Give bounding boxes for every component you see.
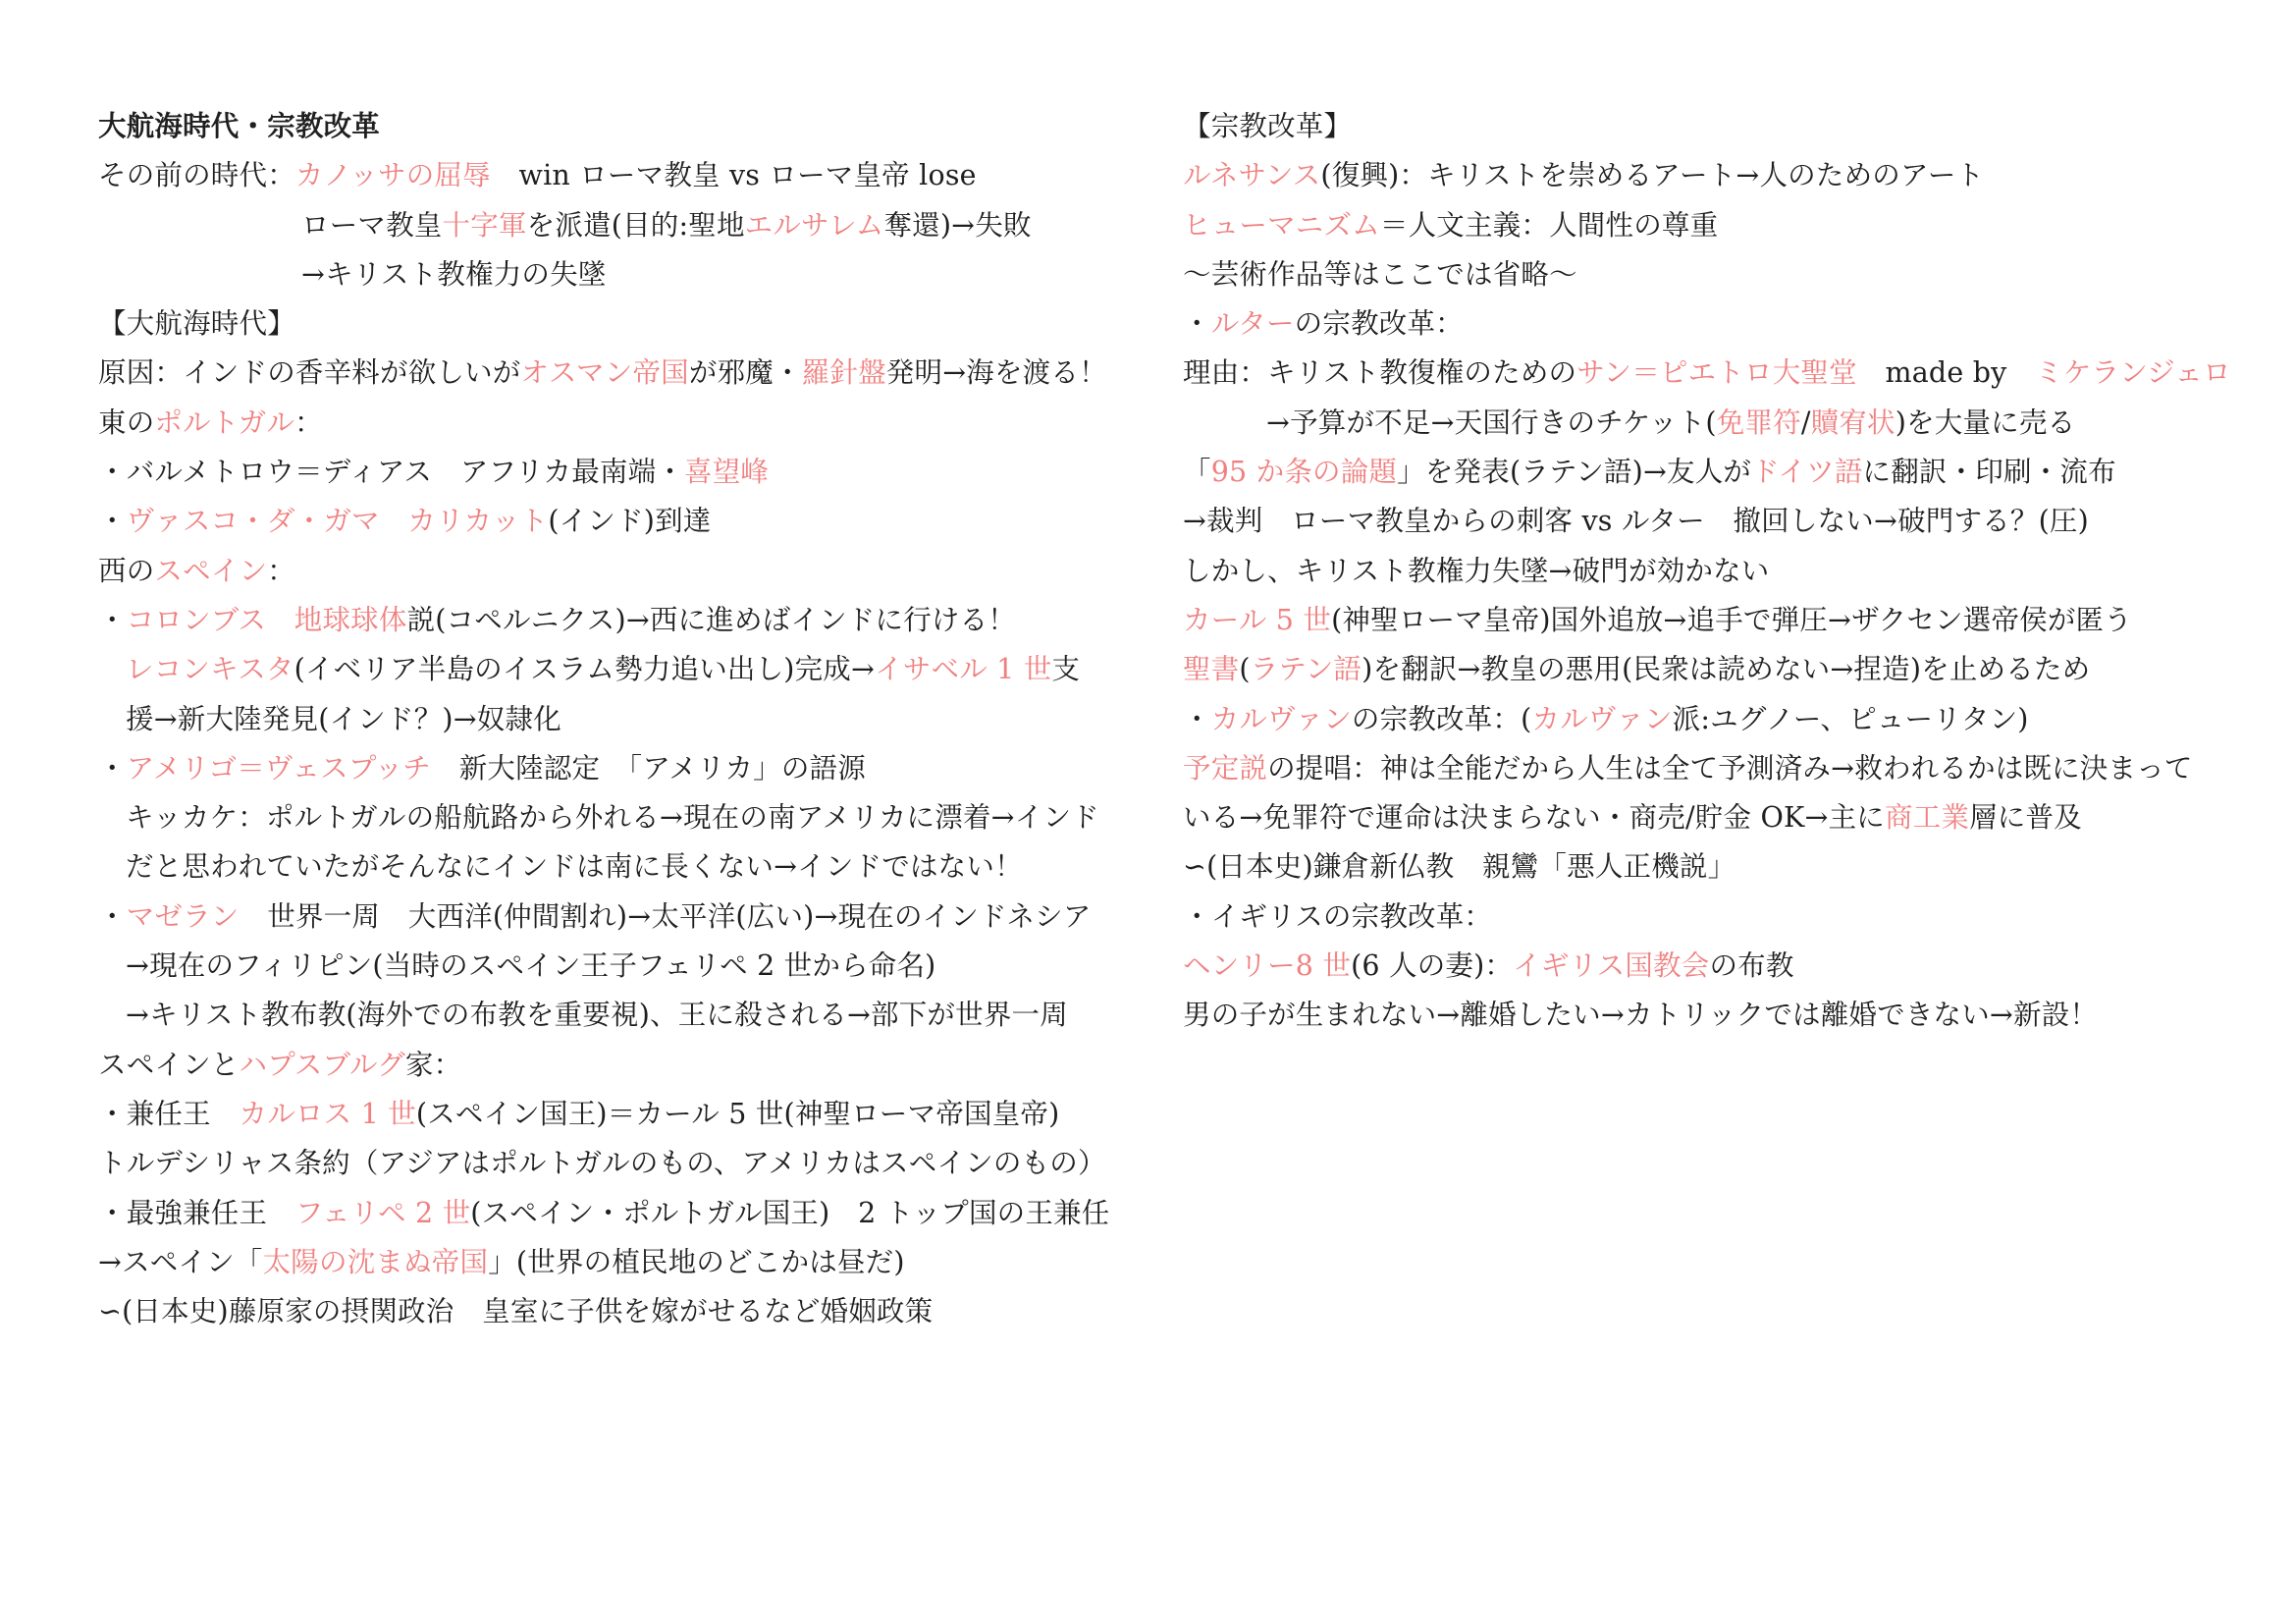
text-segment: (イベリア半島のイスラム勢力追い出し)完成→ [294, 653, 876, 686]
text-line [1183, 596, 2272, 645]
text-segment: )を大量に売る [1895, 406, 2076, 439]
text-line [98, 744, 1158, 793]
text-line [98, 547, 1158, 596]
text-segment: (インド)到達 [548, 505, 712, 538]
text-segment: (スペイン・ポルトガル国王) 2 トップ国の王兼任 [470, 1196, 1110, 1229]
text-segment: ( [1239, 653, 1251, 686]
text-segment: / [1800, 406, 1811, 439]
highlighted-term: カール 5 世 [1183, 603, 1332, 636]
highlighted-term: 免罪符 [1716, 406, 1801, 439]
text-line [1183, 695, 2272, 744]
text-segment: ∽(日本史)藤原家の摂関政治 皇室に子供を嫁がせるなど婚姻政策 [98, 1295, 934, 1328]
text-segment: (復興)：キリストを崇めるアート→人のためのアート [1320, 159, 1985, 192]
text-segment: ・ [98, 603, 127, 636]
text-segment: made by [1856, 356, 2036, 390]
highlighted-term: ルネサンス [1183, 159, 1321, 192]
section-heading [98, 299, 1158, 349]
text-segment: 理由：キリスト教復権のための [1183, 356, 1577, 390]
text-segment: ・ [98, 899, 127, 933]
highlighted-term: ラテン語 [1250, 653, 1362, 686]
text-segment: )を翻訳→教皇の悪用(民衆は読めない→捏造)を止めるため [1362, 653, 2091, 686]
text-segment: しかし、キリスト教権力失墜→破門が効かない [1183, 554, 1770, 587]
text-segment: スペインと [98, 1048, 240, 1081]
text-segment: その前の時代： [98, 159, 295, 192]
text-segment: →キリスト教権力の失墜 [301, 257, 607, 291]
highlighted-term: ハプスブルグ [239, 1048, 405, 1081]
highlighted-term: ヘンリー8 世 [1183, 949, 1352, 983]
text-line [98, 842, 1158, 892]
text-segment: ： [267, 554, 295, 587]
highlighted-term: 聖書 [1183, 653, 1240, 686]
highlighted-term: アメリゴ＝ヴェスプッチ [126, 751, 431, 785]
text-line [98, 596, 1158, 645]
text-segment: 新大陸認定 「アメリカ」の語源 [431, 751, 866, 785]
highlighted-term: 95 か条の論題 [1210, 456, 1398, 489]
text-segment: 支 [1051, 653, 1081, 686]
text-segment: ・兼任王 [98, 1097, 240, 1130]
text-segment: →裁判 ローマ教皇からの刺客 vs ルター 撤回しない→破門する？(圧) [1183, 505, 2089, 538]
highlighted-term: オスマン帝国 [520, 356, 689, 390]
text-segment: →予算が不足→天国行きのチケット( [1266, 406, 1717, 439]
text-segment: ： [294, 406, 323, 439]
text-segment: 家： [404, 1048, 462, 1081]
highlighted-term: 羅針盤 [801, 356, 886, 390]
highlighted-term: 贖宥状 [1810, 406, 1896, 439]
text-line [98, 793, 1158, 842]
text-line [1183, 793, 2272, 842]
highlighted-term: 予定説 [1183, 751, 1268, 785]
text-line [98, 399, 1158, 448]
text-segment: 東の [98, 406, 155, 439]
text-segment: ・ [1183, 307, 1211, 341]
text-line [1183, 349, 2272, 398]
text-line [1183, 201, 2272, 250]
text-segment: ・ [1183, 702, 1211, 735]
text-line [1183, 991, 2272, 1040]
highlighted-term: マゼラン [126, 899, 240, 933]
text-line [1183, 250, 2272, 299]
text-segment: が邪魔・ [688, 356, 802, 390]
doc-title [98, 102, 1158, 151]
highlighted-term: カルヴァン [1210, 702, 1352, 735]
text-segment: (スペイン国王)＝カール 5 世(神聖ローマ帝国皇帝) [415, 1097, 1060, 1130]
text-segment: の布教 [1709, 949, 1794, 983]
highlighted-term: 太陽の沈まぬ帝国 [262, 1245, 489, 1278]
highlighted-term: 喜望峰 [684, 456, 770, 489]
highlighted-term: コロンブス 地球球体 [126, 603, 407, 636]
highlighted-term: レコンキスタ [126, 653, 294, 686]
highlighted-term: エルサレム [744, 208, 884, 242]
text-segment: の宗教改革：( [1351, 702, 1532, 735]
text-line [98, 695, 1158, 744]
highlighted-term: 商工業 [1884, 801, 1970, 835]
text-segment: win ローマ教皇 vs ローマ皇帝 lose [490, 159, 977, 192]
text-segment: ∽(日本史)鎌倉新仏教 親鸞「悪人正機説」 [1183, 850, 1736, 884]
highlighted-term: イギリス国教会 [1513, 949, 1710, 983]
text-segment: (6 人の妻)： [1351, 949, 1514, 983]
text-line [1183, 893, 2272, 942]
text-line [1183, 151, 2272, 200]
text-line [98, 1287, 1158, 1336]
text-line [98, 151, 1158, 200]
text-segment: 〜芸術作品等はここでは省略〜 [1183, 257, 1577, 291]
text-line [98, 942, 1158, 991]
text-line [1183, 547, 2272, 596]
text-line [98, 250, 1158, 299]
text-segment: 「 [1183, 456, 1211, 489]
text-line [1183, 448, 2272, 497]
text-segment: 説(コペルニクス)→西に進めばインドに行ける！ [406, 603, 1017, 636]
text-segment: ・最強兼任王 [98, 1196, 295, 1229]
text-segment: を派遣(目的:聖地 [526, 208, 745, 242]
text-segment: の提唱：神は全能だから人生は全て予測済み→救われるかは既に決まって [1267, 751, 2193, 785]
text-segment: 層に普及 [1969, 801, 2082, 835]
text-segment: 【宗教改革】 [1183, 110, 1353, 142]
section-heading [1183, 102, 2272, 151]
text-line [1183, 399, 2272, 448]
highlighted-term: ヒューマニズム [1183, 208, 1380, 242]
text-segment: 男の子が生まれない→離婚したい→カトリックでは離婚できない→新設！ [1183, 999, 2099, 1032]
text-segment: 世界一周 大西洋(仲間割れ)→太平洋(広い)→現在のインドネシア [239, 899, 1092, 933]
text-segment: 奪還)→失敗 [883, 208, 1032, 242]
text-line [1183, 942, 2272, 991]
text-line [98, 645, 1158, 694]
text-segment: 派:ユグノー、ピューリタン) [1672, 702, 2029, 735]
text-line [98, 349, 1158, 398]
text-segment: 西の [98, 554, 155, 587]
text-segment: →現在のフィリピン(当時のスペイン王子フェリペ 2 世から命名) [126, 949, 936, 983]
text-segment: ローマ教皇 [301, 208, 443, 242]
text-segment: ・イギリスの宗教改革： [1183, 899, 1493, 933]
text-segment: ・ [98, 505, 127, 538]
highlighted-term: カルヴァン [1531, 702, 1673, 735]
text-line [1183, 744, 2272, 793]
highlighted-term: カルロス 1 世 [239, 1097, 416, 1130]
highlighted-term: ミケランジェロ [2035, 356, 2231, 390]
highlighted-term: ポルトガル [154, 406, 295, 439]
highlighted-term: イサベル 1 世 [875, 653, 1052, 686]
right-column [1183, 102, 2272, 1041]
text-line [1183, 299, 2272, 349]
text-line [1183, 497, 2272, 546]
text-line [98, 1238, 1158, 1287]
text-segment: ・バルメトロウ＝ディアス アフリカ最南端・ [98, 456, 685, 489]
text-segment: 大航海時代・宗教改革 [98, 110, 381, 142]
text-line [98, 201, 1158, 250]
text-segment: に翻訳・印刷・流布 [1862, 456, 2116, 489]
text-line [1183, 842, 2272, 892]
text-segment: の宗教改革： [1294, 307, 1464, 341]
text-line [98, 991, 1158, 1040]
text-line [98, 1041, 1158, 1090]
text-segment: 援→新大陸発見(インド？)→奴隷化 [126, 702, 561, 735]
text-segment: 」(世界の植民地のどこかは昼だ) [488, 1245, 905, 1278]
text-segment: →スペイン「 [98, 1245, 263, 1278]
highlighted-term: ルター [1210, 307, 1295, 341]
text-segment: 」を発表(ラテン語)→友人が [1397, 456, 1752, 489]
text-line [98, 1090, 1158, 1139]
text-line [1183, 645, 2272, 694]
text-line [98, 1189, 1158, 1238]
text-line [98, 497, 1158, 546]
text-segment: 発明→海を渡る！ [885, 356, 1107, 390]
text-line [98, 893, 1158, 942]
text-segment: だと思われていたがそんなにインドは南に長くない→インドではない！ [126, 850, 1023, 884]
text-segment: ・ [98, 751, 127, 785]
text-segment: キッカケ：ポルトガルの船航路から外れる→現在の南アメリカに漂着→インド [126, 801, 1099, 835]
highlighted-term: ヴァスコ・ダ・ガマ カリカット [126, 505, 549, 538]
text-segment: ＝人文主義：人間性の尊重 [1379, 208, 1719, 242]
highlighted-term: サン＝ピエトロ大聖堂 [1576, 356, 1857, 390]
text-segment: 【大航海時代】 [98, 307, 295, 341]
text-segment: いる→免罪符で運命は決まらない・商売/貯金 OK→主に [1183, 801, 1885, 835]
text-segment: (神聖ローマ皇帝)国外追放→追手で弾圧→ザクセン選帝侯が匿う [1331, 603, 2132, 636]
highlighted-term: 十字軍 [442, 208, 527, 242]
highlighted-term: ドイツ語 [1751, 456, 1863, 489]
text-segment: →キリスト教布教(海外での布教を重要視)、王に殺される→部下が世界一周 [126, 999, 1068, 1032]
highlighted-term: カノッサの屈辱 [294, 159, 491, 192]
left-column [98, 102, 1158, 1336]
highlighted-term: スペイン [154, 554, 268, 587]
text-segment: トルデシリャス条約（アジアはポルトガルのもの、アメリカはスペインのもの） [98, 1147, 1106, 1180]
text-line [98, 448, 1158, 497]
highlighted-term: フェリペ 2 世 [294, 1196, 471, 1229]
text-segment: 原因：インドの香辛料が欲しいが [98, 356, 521, 390]
text-line [98, 1139, 1158, 1188]
